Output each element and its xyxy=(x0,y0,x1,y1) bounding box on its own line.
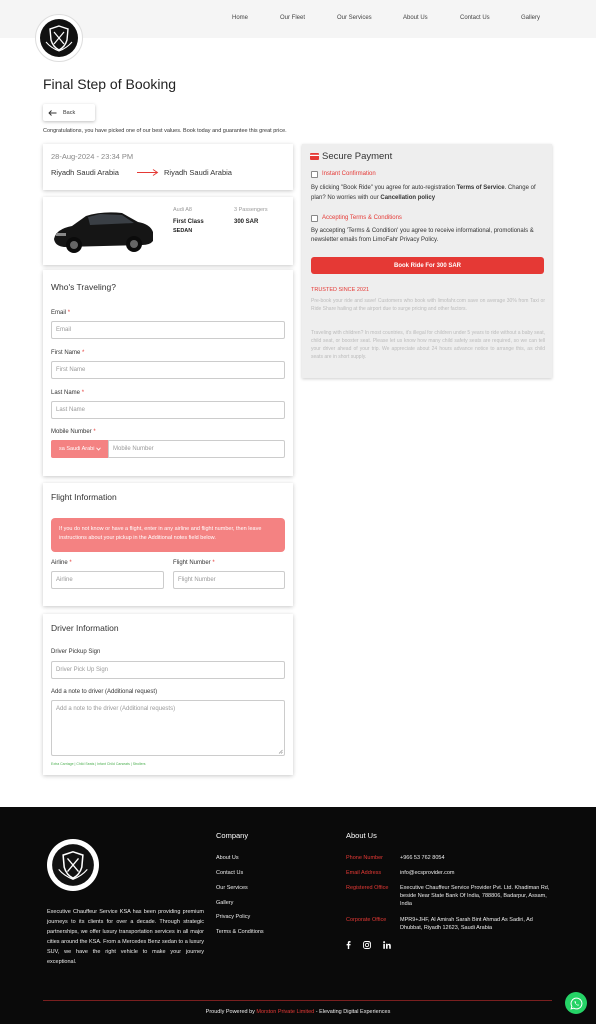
flight-title: Flight Information xyxy=(51,492,117,502)
country-code-select[interactable] xyxy=(51,440,109,458)
route-arrow-icon xyxy=(137,169,159,176)
first-name-label-text: First Name xyxy=(51,350,81,356)
required-mark: * xyxy=(82,350,85,356)
book-ride-button[interactable]: Book Ride For 300 SAR xyxy=(311,257,544,274)
footer-company-title: Company xyxy=(216,831,249,840)
shield-logo-icon xyxy=(51,843,95,887)
vehicle-type: SEDAN xyxy=(173,228,193,234)
terms-of-service-link[interactable]: Terms of Service xyxy=(456,185,505,191)
flight-number-label xyxy=(173,560,215,566)
required-mark: * xyxy=(93,429,96,435)
last-name-label-text: Last Name xyxy=(51,390,81,396)
brand-logo[interactable] xyxy=(35,14,83,62)
pickup-sign-label: Driver Pickup Sign xyxy=(51,649,101,655)
linkedin-icon[interactable] xyxy=(383,941,391,949)
accept-terms-text: By accepting 'Terms & Condition' you agree to receive informational, promotionals & newsletter emails from LimoFahr Privacy Policy. xyxy=(311,228,534,243)
email-input[interactable]: Email xyxy=(51,321,285,339)
required-mark: * xyxy=(212,560,215,566)
nav-our-services[interactable]: Our Services xyxy=(337,15,372,21)
footer-divider xyxy=(43,1000,552,1001)
driver-note-textarea[interactable] xyxy=(51,700,285,756)
email-label-text: Email xyxy=(51,310,67,316)
shield-logo-icon xyxy=(39,18,79,58)
nav-about-us[interactable]: About Us xyxy=(403,15,428,21)
footer-logo[interactable] xyxy=(47,839,99,891)
first-name-label xyxy=(51,350,84,356)
mobile-label-text: Mobile Number xyxy=(51,429,92,435)
accept-terms-checkbox[interactable] xyxy=(311,215,318,222)
footer-about-title: About Us xyxy=(346,831,377,840)
trip-datetime: 28-Aug-2024 - 23:34 PM xyxy=(51,152,134,161)
required-mark: * xyxy=(81,390,85,396)
footer-registered-address: Executive Chauffeur Service Provider Pvt. Ltd. Khadiman Rd, beside Near State Bank Of India, 788806, Badarpur, Assam, India xyxy=(400,885,550,907)
booking-terms-text xyxy=(311,183,545,203)
flight-number-input[interactable]: Flight Number xyxy=(173,571,285,589)
whatsapp-button[interactable] xyxy=(565,992,587,1014)
footer-link-terms[interactable]: Terms & Conditions xyxy=(216,929,264,935)
footer-link-gallery[interactable]: Gallery xyxy=(216,900,234,906)
driver-extras-tags: Extra Carriage | Child Seats | Infant Child Carseats | Strollers xyxy=(51,762,146,766)
congrats-text: Congratulations, you have picked one of our best values. Book today and guarantee this great price. xyxy=(43,128,287,134)
vehicle-class: First Class xyxy=(173,219,204,225)
trusted-text-1: Pre-book your ride and save! Customers who book with limofahr.com save on average 30% from Taxi or Ride Share hailing at the airport due to surge pricing and other factors. xyxy=(311,298,545,312)
traveler-title: Who's Traveling? xyxy=(51,282,116,292)
flight-notice: If you do not know or have a flight, enter in any airline and flight number, then leave instructions about your pickup in the Additional notes field below. xyxy=(51,518,285,552)
last-name-input[interactable]: Last Name xyxy=(51,401,285,419)
airline-label-text: Airline xyxy=(51,560,68,566)
cancellation-policy-link[interactable]: Cancellation policy xyxy=(380,195,436,201)
top-navbar xyxy=(0,0,596,38)
airline-label xyxy=(51,560,72,566)
nav-home[interactable]: Home xyxy=(232,15,249,21)
trusted-since-label: TRUSTED SINCE 2021 xyxy=(311,287,370,293)
trip-to: Riyadh Saudi Arabia xyxy=(164,168,232,177)
credit-card-icon xyxy=(310,153,319,160)
secure-payment-title: Secure Payment xyxy=(322,151,393,162)
back-button[interactable] xyxy=(43,104,95,121)
instagram-icon[interactable] xyxy=(363,941,371,949)
country-code-value: sa Saudi Arabi xyxy=(59,446,95,452)
car-image xyxy=(50,205,156,257)
nav-our-fleet[interactable]: Our Fleet xyxy=(280,15,306,21)
footer-email[interactable]: info@ecsprovider.com xyxy=(400,870,455,876)
driver-card xyxy=(43,614,293,775)
last-name-label xyxy=(51,390,84,396)
powered-suffix: - Elevating Digital Experiences xyxy=(314,1009,391,1015)
airline-input[interactable]: Airline xyxy=(51,571,164,589)
vehicle-passengers: 3 Passengers xyxy=(234,207,268,213)
footer-link-privacy-policy[interactable]: Privacy Policy xyxy=(216,914,251,920)
traveler-card xyxy=(43,270,293,476)
driver-note-label: Add a note to driver (Additional request) xyxy=(51,689,158,695)
required-mark: * xyxy=(69,560,72,566)
driver-title: Driver Information xyxy=(51,623,119,633)
page-title: Final Step of Booking xyxy=(43,76,177,92)
footer-link-about-us[interactable]: About Us xyxy=(216,855,239,861)
powered-brand-link[interactable]: Morston Private Limited xyxy=(256,1009,315,1015)
footer-link-contact-us[interactable]: Contact Us xyxy=(216,870,244,876)
footer xyxy=(0,807,596,1024)
trusted-text-2: Traveling with children? In most countries, it's illegal for children under 5 years to ride without a baby seat, child seat, or booster seat. Please let us know how many child safety seats are required, so we can tell your driver ahead of your trip. We appreciate about 24 hours advance notice to arrange this, as child seats are in short supply. xyxy=(311,330,545,360)
nav-contact-us[interactable]: Contact Us xyxy=(460,15,490,21)
footer-powered-by xyxy=(0,1009,596,1015)
vehicle-price: 300 SAR xyxy=(234,219,259,225)
required-mark: * xyxy=(67,310,71,316)
first-name-input[interactable]: First Name xyxy=(51,361,285,379)
pickup-sign-input[interactable]: Driver Pick Up Sign xyxy=(51,661,285,679)
footer-link-our-services[interactable]: Our Services xyxy=(216,885,248,891)
footer-registered-label: Registered Office xyxy=(346,885,389,891)
terms-text-part1: By clicking "Book Ride" you agree for auto-registration xyxy=(311,185,457,191)
chevron-down-icon xyxy=(96,447,101,451)
arrow-left-icon xyxy=(48,110,57,116)
footer-phone-label: Phone Number xyxy=(346,855,383,861)
vehicle-model: Audi A8 xyxy=(173,207,192,213)
footer-email-label: Email Address xyxy=(346,870,382,876)
back-button-label: Back xyxy=(63,109,76,116)
trip-from: Riyadh Saudi Arabia xyxy=(51,168,119,177)
email-label xyxy=(51,310,70,316)
accept-terms-label: Accepting Terms & Conditions xyxy=(322,215,402,221)
trip-summary-card xyxy=(43,144,293,190)
whatsapp-icon xyxy=(570,997,583,1010)
footer-phone[interactable]: +966 53 762 8054 xyxy=(400,855,445,861)
footer-corporate-label: Corporate Office xyxy=(346,917,387,923)
mobile-label xyxy=(51,429,96,435)
vehicle-card xyxy=(43,197,293,265)
resize-handle-icon[interactable] xyxy=(278,749,283,754)
footer-about-text: Executive Chauffeur Service KSA has been providing premium journeys to its clients for over a decade. Through strategic partnerships, we offer luxury transportation services in all major cities around the KSA. From a Mercedes Benz sedan to a luxury SUV, we have the right vehicle to make your journey exceptional. xyxy=(47,909,204,965)
nav-gallery[interactable]: Gallery xyxy=(521,15,541,21)
flight-card xyxy=(43,483,293,606)
instant-confirmation-checkbox[interactable] xyxy=(311,171,318,178)
mobile-number-input[interactable]: Mobile Number xyxy=(108,440,285,458)
secure-payment-panel xyxy=(302,144,552,378)
driver-note-placeholder: Add a note to the driver (Additional requests) xyxy=(56,706,176,712)
flight-number-label-text: Flight Number xyxy=(173,560,211,566)
facebook-icon[interactable] xyxy=(346,941,351,949)
powered-prefix: Proudly Powered by xyxy=(205,1009,257,1015)
footer-corporate-address: MPR9+JHF, Al Amirah Sarah Bint Ahmad As Sadiri, Ad Dhubbat, Riyadh 12623, Saudi Arabia xyxy=(400,917,533,931)
terms-text-part2: . Change of plan? No worries with our xyxy=(311,185,536,201)
instant-confirmation-label: Instant Confirmation xyxy=(322,171,376,177)
